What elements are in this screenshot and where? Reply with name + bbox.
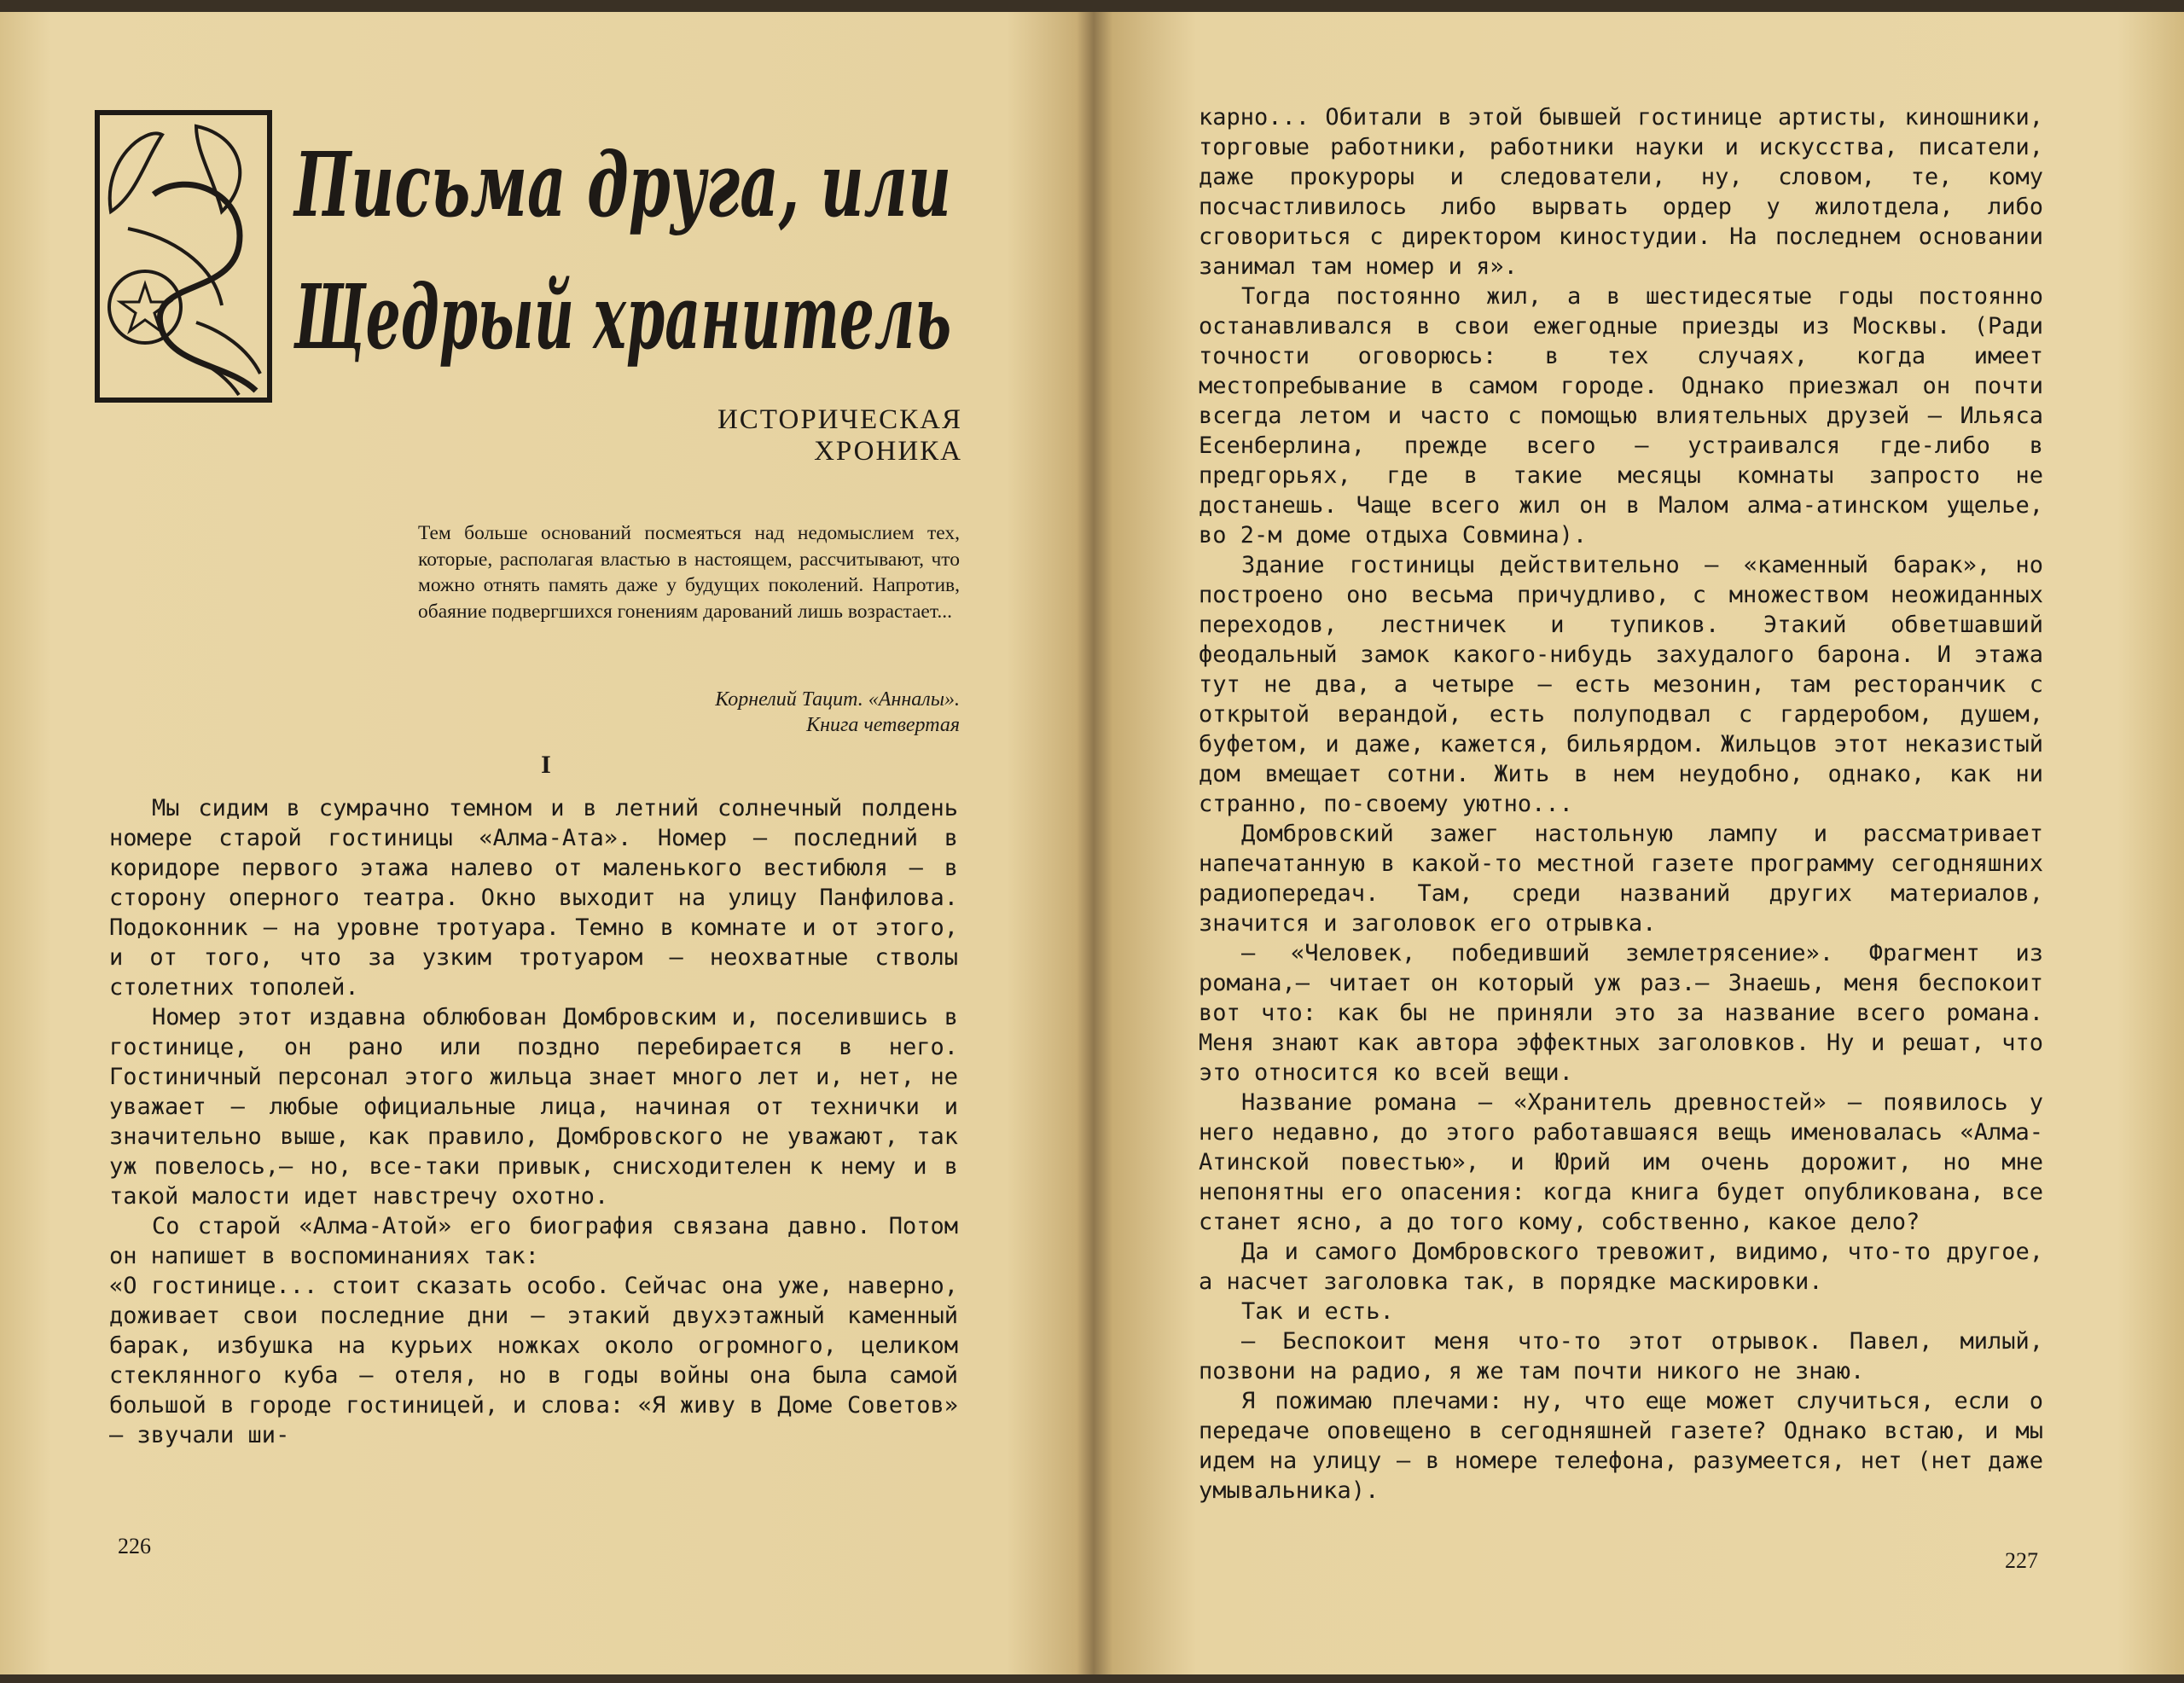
page-number-right: 227 (2005, 1548, 2038, 1573)
paragraph: Да и самого Домбровского тревожит, видимо, что-то другое, а насчет заголовка так, в порядке маскировки. (1199, 1239, 2043, 1295)
scan-edge-bottom (0, 1674, 2184, 1683)
epigraph-attribution-line-1: Корнелий Тацит. «Анналы». (715, 688, 960, 711)
right-page (1094, 0, 2184, 1683)
paragraph: — «Человек, победивший землетрясение». Фрагмент из романа,— читает он который уж раз.— Знаешь, меня беспокоит вот что: как бы не приняли это за название всего романа. Меня знают как автора эффектных заголовков. Ну и решат, что это относится ко всей вещи. (1199, 940, 2043, 1086)
paragraph: карно... Обитали в этой бывшей гостинице артисты, киношники, торговые работники, работники науки и искусства, писатели, даже прокуроры и следователи, ну, словом, те, кому посчастливилось либо вырвать ордер у жилотдела, либо сговориться с директором киностудии. На последнем основании занимал там номер и я». (1199, 104, 2043, 280)
paragraph: Со старой «Алма-Атой» его биография связана давно. Потом он напишет в воспоминаниях так: (109, 1213, 958, 1269)
epigraph-attribution (512, 687, 960, 738)
title-line-2: Щедрый хранитель (293, 264, 951, 369)
left-body-text (109, 793, 958, 1450)
chapter-number: I (541, 751, 551, 779)
title-lettering (294, 118, 960, 391)
paragraph: Мы сидим в сумрачно темном и в летний солнечный полдень номере старой гостиницы «Алма-Ата». Номер — последний в коридоре первого этажа налево от маленького вестибюля — в сторону оперного театра. Окно выходит на улицу Панфилова. Подоконник — на уровне тротуара. Темно в комнате и от этого, и от того, что за узким тротуаром — неохватные стволы столетних тополей. (109, 795, 958, 1001)
paragraph: Название романа — «Хранитель древностей» — появилось у него недавно, до этого работавшаяся вещь именовалась «Алма-Атинской повестью», и Юрий им очень дорожит, но мне непонятны его опасения: когда книга будет опубликована, все станет ясно, а до того кому, собственно, какое дело? (1199, 1089, 2043, 1235)
right-body-text (1199, 102, 2043, 1506)
paragraph: Я пожимаю плечами: ну, что еще может случиться, если о передаче оповещено в сегодняшней газете? Однако встаю, и мы идем на улицу — в номере телефона, разумеется, нет (нет даже умывальника). (1199, 1388, 2043, 1504)
page-number-left: 226 (118, 1534, 151, 1558)
paragraph: Домбровский зажег настольную лампу и рассматривает напечатанную в какой-то местной газете программу сегодняшних радиопередач. Там, среди названий других материалов, значится и заголовок его отрывка. (1199, 821, 2043, 937)
epigraph: Тем больше оснований посмеяться над недомыслием тех, которые, располагая властью в настоящем, рассчитывают, что можно отнять память даже у будущих поколений. Напротив, обаяние подвергшихся гонениям дарований лишь возрастает... (418, 522, 960, 623)
title-line-1: Письма друга, или (292, 132, 952, 237)
paragraph: «О гостинице... стоит сказать особо. Сейчас она уже, наверно, доживает свои последние дни — этакий двухэтажный каменный барак, избушка на курьих ножках около огромного, целиком стеклянного куба — отеля, но в годы войны она была самой большой в городе гостиницей, и слова: «Я живу в Доме Советов» — звучали ши- (109, 1273, 958, 1448)
subtitle: ИСТОРИЧЕСКАЯ ХРОНИКА (717, 404, 962, 467)
paragraph: Так и есть. (1241, 1298, 1394, 1325)
paragraph: Здание гостиницы действительно — «каменный барак», но построено оно весьма причудливо, с множеством неожиданных переходов, лестничек и тупиков. Этакий обветшавший феодальный замок какого-нибудь захудалого барона. И этажа тут не два, а четыре — есть мезонин, там ресторанчик с открытой верандой, есть полуподвал с гардеробом, душем, буфетом, и даже, кажется, бильярдом. Жильцов этот неказистый дом вмещает сотни. Жить в нем неудобно, однако, как ни странно, по-своему уютно... (1199, 552, 2043, 817)
epigraph-attribution-line-2: Книга четвертая (806, 714, 960, 736)
scan-edge-top (0, 0, 2184, 12)
paragraph: — Беспокоит меня что-то этот отрывок. Павел, милый, позвони на радио, я же там почти никого не знаю. (1199, 1328, 2043, 1384)
paragraph: Тогда постоянно жил, а в шестидесятые годы постоянно останавливался в свои ежегодные приезды из Москвы. (Ради точности оговорюсь: в тех случаях, когда имеет местопребывание в самом городе. Однако приезжал он почти всегда летом и часто с помощью влиятельных друзей — Ильяса Есенберлина, прежде всего — устраивался где-либо в предгорьях, где в такие месяцы комнаты запросто не достанешь. Чаще всего жил он в Малом алма-атинском ущелье, во 2-м доме отдыха Совмина). (1199, 283, 2043, 548)
ornament-icon (94, 109, 273, 403)
paragraph: Номер этот издавна облюбован Домбровским и, поселившись в гостинице, он рано или поздно перебирается в него. Гостиничный персонал этого жильца знает много лет и, нет, не уважает — любые официальные лица, начиная от технички и значительно выше, как правило, Домбровского не уважают, так уж повелось,— но, все-таки привык, снисходителен к нему и в такой малости идет навстречу охотно. (109, 1004, 958, 1210)
